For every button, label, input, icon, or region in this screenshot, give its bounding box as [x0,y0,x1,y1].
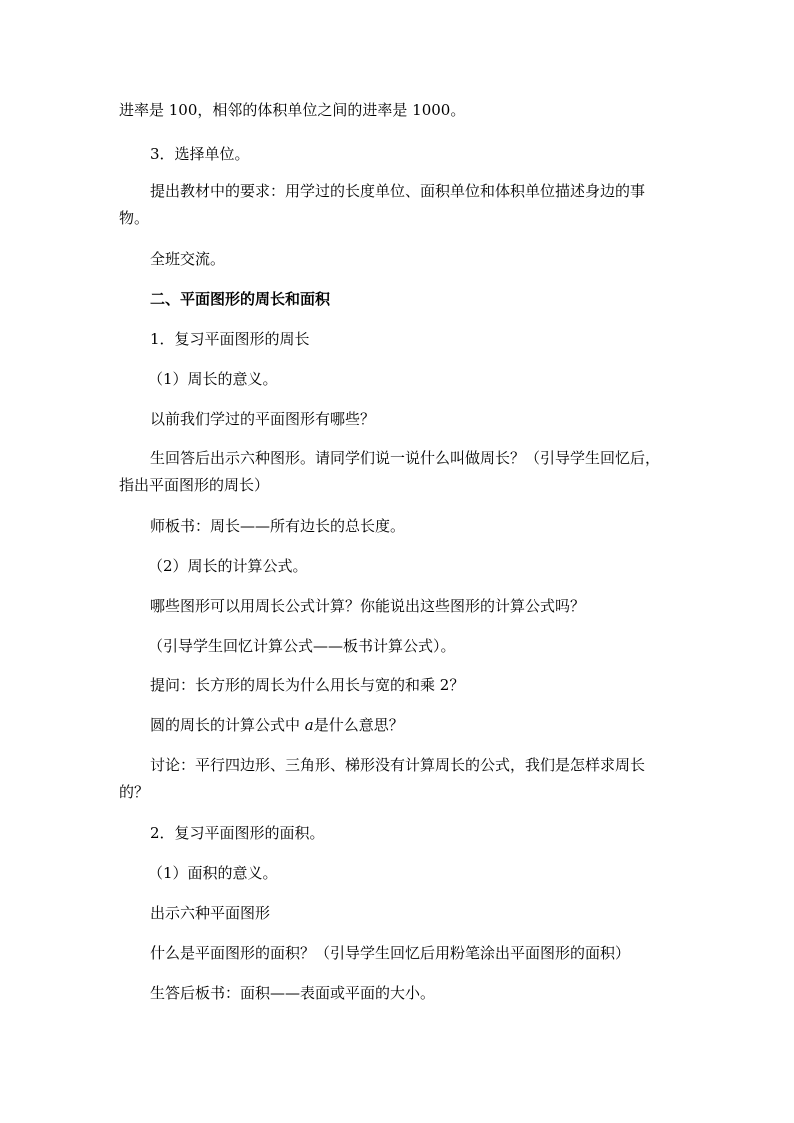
paragraph-line: 讨论：平行四边形、三角形、梯形没有计算周长的公式，我们是怎样求周长 [150,756,646,774]
paragraph-line: 以前我们学过的平面图形有哪些？ [150,410,376,428]
paragraph-line: 进率是 100，相邻的体积单位之间的进率是 1000。 [119,101,466,119]
paragraph-line: 提出教材中的要求：用学过的长度单位、面积单位和体积单位描述身边的事 [150,182,646,200]
paragraph-line: 物。 [119,209,150,227]
subsection-item: （2）周长的计算公式。 [148,557,308,575]
paragraph-line: （引导学生回忆计算公式——板书计算公式）。 [148,637,456,655]
paragraph-line: 的？ [119,783,150,801]
subsection-heading: 1．复习平面图形的周长 [150,330,310,348]
paragraph-line: 师板书：周长——所有边长的总长度。 [150,517,406,535]
paragraph-line: 出示六种平面图形 [150,904,271,922]
text-segment: 圆的周长的计算公式中 [150,716,305,734]
subsection-item: （1）周长的意义。 [148,370,278,388]
paragraph-line [150,716,404,734]
paragraph-line: 生回答后出示六种图形。请同学们说一说什么叫做周长？（引导学生回忆后， [150,449,661,467]
paragraph-line: 指出平面图形的周长） [119,476,270,494]
subsection-item: （1）面积的意义。 [148,864,278,882]
paragraph-line: 哪些图形可以用周长公式计算？你能说出这些图形的计算公式吗？ [150,597,586,615]
subsection-heading: 2．复习平面图形的面积。 [150,824,325,842]
text-segment: 是什么意思？ [313,716,404,734]
math-variable: a [304,716,314,734]
section-item-3: 3．选择单位。 [150,145,250,163]
paragraph-line: 什么是平面图形的面积？（引导学生回忆后用粉笔涂出平面图形的面积） [150,944,631,962]
paragraph-line: 全班交流。 [150,250,226,268]
section-heading: 二、平面图形的周长和面积 [150,290,331,308]
paragraph-line: 生答后板书：面积——表面或平面的大小。 [150,984,436,1002]
paragraph-line: 提问：长方形的周长为什么用长与宽的和乘 2？ [150,676,465,694]
